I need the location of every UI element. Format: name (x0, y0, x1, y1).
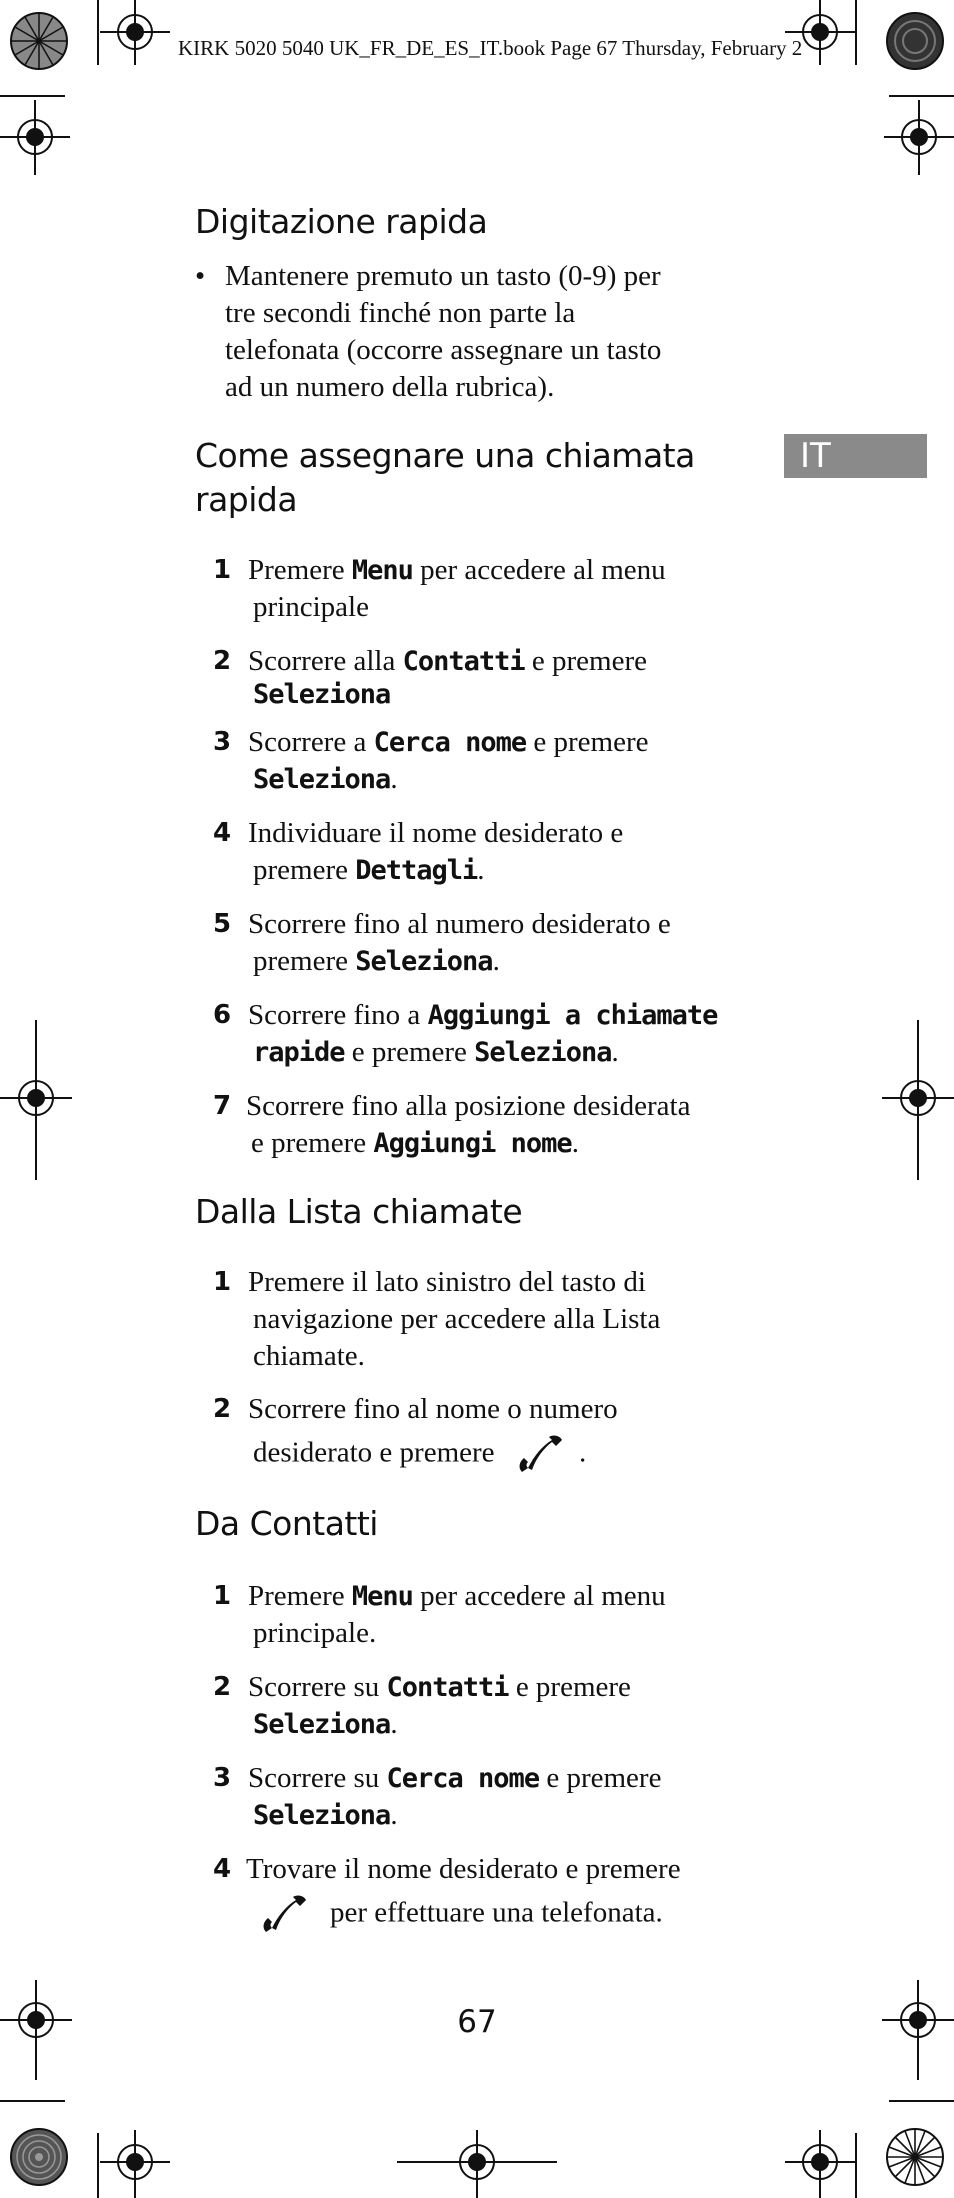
assign-step-2: 2 Scorrere alla Contatti e premere Seleziona (213, 645, 647, 710)
call-list-step-2: 2 Scorrere fino al nome o numero desiderato e premere . (213, 1391, 773, 1476)
crosshair-icon (882, 1020, 954, 1180)
header-slug: KIRK 5020 5040 UK_FR_DE_ES_IT.book Page 67 Thursday, February 2 (178, 36, 803, 60)
assign-step-5: 5 Scorrere fino al numero desiderato e premere Seleziona. (213, 908, 671, 977)
starburst-icon (886, 12, 944, 70)
crosshair-icon (0, 100, 70, 175)
section-title-assign-line1: Come assegnare una chiamata (195, 436, 695, 475)
starburst-icon (10, 2128, 68, 2186)
trim-mark (889, 95, 954, 97)
assign-step-1: 1 Premere Menu per accedere al menu principale (213, 554, 666, 623)
page-number: 67 (457, 2004, 497, 2040)
assign-step-7: 7 Scorrere fino alla posizione desiderata e premere Aggiungi nome. (213, 1090, 691, 1159)
contacts-step-3: 3 Scorrere su Cerca nome e premere Seleziona. (213, 1762, 662, 1831)
call-list-step-1: 1 Premere il lato sinistro del tasto di navigazione per accedere alla Lista chiamate. (213, 1266, 661, 1372)
assign-step-4: 4 Individuare il nome desiderato e premere Dettagli. (213, 817, 624, 886)
trim-mark (97, 2133, 99, 2198)
starburst-icon (10, 12, 68, 70)
contacts-step-2: 2 Scorrere su Contatti e premere Seleziona. (213, 1671, 631, 1740)
crosshair-icon (884, 100, 954, 175)
section-title-speed-dial: Digitazione rapida (195, 202, 488, 241)
trim-mark (97, 0, 99, 65)
assign-step-6: 6 Scorrere fino a Aggiungi a chiamate rapide e premere Seleziona. (213, 999, 718, 1068)
assign-step-3: 3 Scorrere a Cerca nome e premere Seleziona. (213, 726, 649, 795)
starburst-icon (886, 2128, 944, 2186)
crosshair-icon (100, 0, 170, 65)
phone-handset-icon (516, 1434, 564, 1476)
crosshair-icon (785, 2130, 855, 2198)
speed-dial-bullet: • Mantenere premuto un tasto (0-9) per tre secondi finché non parte la telefonata (occorre assegnare un tasto ad un numero della rubrica). (195, 260, 662, 403)
section-title-contacts: Da Contatti (195, 1504, 378, 1543)
section-title-assign-line2: rapida (195, 480, 298, 519)
trim-mark (855, 2133, 857, 2198)
crosshair-icon (0, 1020, 72, 1180)
phone-handset-icon (260, 1894, 308, 1936)
trim-mark (0, 95, 65, 97)
trim-mark (889, 2100, 954, 2102)
section-title-call-list: Dalla Lista chiamate (195, 1192, 523, 1231)
crosshair-icon (100, 2130, 170, 2198)
crosshair-icon (397, 2130, 557, 2198)
trim-mark (0, 2100, 65, 2102)
contacts-step-4: 4 Trovare il nome desiderato e premere per effettuare una telefonata. (213, 1851, 773, 1936)
language-tab: IT (784, 434, 927, 478)
trim-mark (855, 0, 857, 65)
bullet-dot: • (195, 260, 206, 292)
contacts-step-1: 1 Premere Menu per accedere al menu principale. (213, 1580, 666, 1649)
